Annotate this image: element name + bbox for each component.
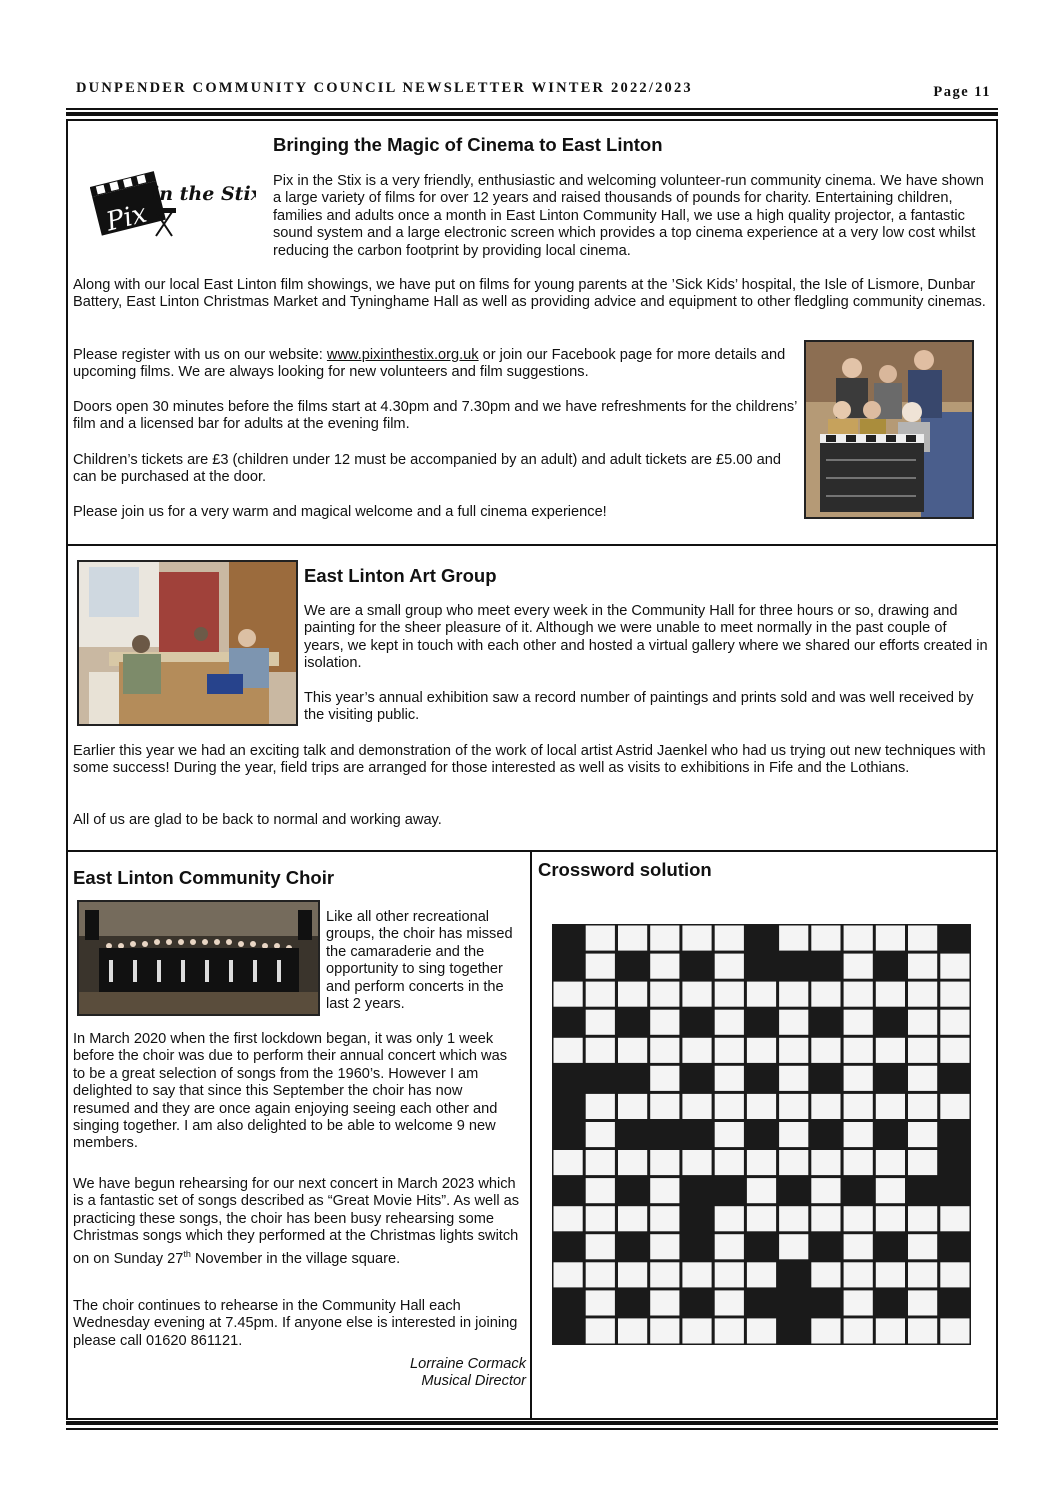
choir-para-3-sup: th (183, 1248, 191, 1259)
crossword-cell (586, 1038, 615, 1063)
crossword-cell (747, 1150, 776, 1175)
pix-logo (90, 168, 256, 240)
crossword-cell (908, 954, 937, 979)
crossword-cell (779, 1206, 808, 1231)
crossword-cell (876, 926, 905, 951)
crossword-cell (586, 1094, 615, 1119)
crossword-cell (715, 1122, 744, 1147)
crossword-cell (586, 1234, 615, 1259)
crossword-cell (618, 1094, 647, 1119)
crossword-cell (715, 1318, 744, 1343)
crossword-cell (876, 1038, 905, 1063)
crossword-cell (876, 1206, 905, 1231)
cinema-para-2: Along with our local East Linton film showings, we have put on films for young parents at the ’Sick Kids’ hospital, the Isle of Lismore, Dunbar Battery, East Linton Christmas Market and Tyninghame Hall as well as providing advice and equipment to other fledgling community cinemas. (73, 277, 986, 311)
crossword-cell (586, 1318, 615, 1343)
art-group-para-1: We are a small group who meet every week in the Community Hall for three hours or so, drawing and painting for the sheer pleasure of it. Although we were unable to meet normally in the past couple of years, we kept in touch with each other and hosted a virtual gallery where we shared our efforts created in isolation. (304, 603, 988, 672)
choir-signature (300, 1356, 526, 1391)
choir-para-3-text-end: November in the village square. (190, 1250, 401, 1267)
crossword-cell (844, 1206, 873, 1231)
crossword-cell (908, 1038, 937, 1063)
crossword-cell (682, 1094, 711, 1119)
crossword-cell (844, 926, 873, 951)
crossword-cell (908, 926, 937, 951)
newsletter-title: DUNPENDER COMMUNITY COUNCIL NEWSLETTER WINTER 2022/2023 (76, 80, 693, 96)
art-group-heading: East Linton Art Group (304, 565, 497, 586)
choir-heading: East Linton Community Choir (73, 867, 335, 888)
crossword-cell (618, 1206, 647, 1231)
crossword-cell (650, 926, 679, 951)
crossword-cell (940, 982, 969, 1007)
crossword-cell (876, 1150, 905, 1175)
crossword-cell (940, 1318, 969, 1343)
crossword-cell (586, 1150, 615, 1175)
crossword-cell (811, 1094, 840, 1119)
art-group-photo (77, 560, 298, 726)
pix-website-link[interactable]: www.pixinthestix.org.uk (326, 347, 479, 363)
crossword-cell (779, 1234, 808, 1259)
cinema-para-6: Please join us for a very warm and magical welcome and a full cinema experience! (73, 504, 607, 520)
crossword-cell (715, 1038, 744, 1063)
page-number: Page 11 (933, 84, 991, 100)
cinema-para-3 (73, 347, 801, 382)
crossword-cell (876, 982, 905, 1007)
crossword-cell (844, 1122, 873, 1147)
crossword-cell (908, 1122, 937, 1147)
crossword-cell (682, 1150, 711, 1175)
crossword-cell (715, 1290, 744, 1315)
crossword-heading: Crossword solution (538, 859, 712, 880)
crossword-cell (586, 1010, 615, 1035)
crossword-cell (650, 1150, 679, 1175)
cinema-heading: Bringing the Magic of Cinema to East Linton (273, 134, 663, 155)
header-rule-bottom (66, 112, 998, 116)
signature-name: Lorraine Cormack (410, 1356, 526, 1372)
crossword-cell (844, 1318, 873, 1343)
crossword-cell (618, 1150, 647, 1175)
crossword-cell (779, 1066, 808, 1091)
crossword-cell (940, 1010, 969, 1035)
logo-text-small: in the Stix (152, 183, 256, 205)
footer-rule-top (66, 1421, 998, 1425)
crossword-cell (779, 1038, 808, 1063)
crossword-cell (747, 1206, 776, 1231)
crossword-cell (908, 1290, 937, 1315)
crossword-cell (747, 1262, 776, 1287)
crossword-cell (618, 926, 647, 951)
crossword-cell (844, 1290, 873, 1315)
choir-photo (77, 900, 320, 1016)
crossword-cell (650, 1318, 679, 1343)
crossword-cell (908, 1066, 937, 1091)
crossword-cell (618, 982, 647, 1007)
crossword-cell (650, 1038, 679, 1063)
cinema-para-3-text-end: or join our Facebook page for more details and upcoming films. We are always looking for new volunteers and film suggestions. (73, 347, 786, 381)
choir-para-1: Like all other recreational groups, the choir has missed the camaraderie and the opportunity to sing together and perform concerts in the last 2 years. (326, 909, 513, 1013)
crossword-cell (715, 1234, 744, 1259)
crossword-cell (908, 1206, 937, 1231)
crossword-cell (747, 1094, 776, 1119)
crossword-cell (876, 1262, 905, 1287)
crossword-cell (811, 926, 840, 951)
crossword-cell (908, 1318, 937, 1343)
crossword-cell (682, 982, 711, 1007)
choir-para-4: The choir continues to rehearse in the Community Hall each Wednesday evening at 7.45pm. If anyone else is interested in joining please call 01620 861121. (73, 1298, 518, 1349)
crossword-cell (779, 1094, 808, 1119)
crossword-grid (552, 924, 971, 1345)
crossword-cell (811, 982, 840, 1007)
header-rule-top (66, 108, 998, 110)
crossword-cell (779, 1122, 808, 1147)
art-group-para-3: Earlier this year we had an exciting talk and demonstration of the work of local artist Astrid Jaenkel who had us trying out new techniques with some success! During the year, field trips are arranged for those interested as well as visits to exhibitions in Fife and the Lothians. (73, 743, 986, 777)
crossword-cell (844, 982, 873, 1007)
art-group-para-4: All of us are glad to be back to normal and working away. (73, 812, 442, 828)
choir-para-3 (73, 1176, 523, 1268)
crossword-cell (715, 954, 744, 979)
crossword-cell (747, 982, 776, 1007)
crossword-cell (811, 1318, 840, 1343)
crossword-cell (650, 1206, 679, 1231)
crossword-cell (844, 1150, 873, 1175)
crossword-cell (715, 1150, 744, 1175)
crossword-cell (715, 1010, 744, 1035)
crossword-cell (940, 1262, 969, 1287)
crossword-cell (554, 1206, 583, 1231)
crossword-cell (811, 1178, 840, 1203)
crossword-cell (618, 1318, 647, 1343)
crossword-cell (618, 1038, 647, 1063)
crossword-cell (554, 1150, 583, 1175)
crossword-cell (682, 1262, 711, 1287)
crossword-cell (844, 1262, 873, 1287)
crossword-cell (844, 1066, 873, 1091)
crossword-cell (747, 1038, 776, 1063)
crossword-cell (908, 1094, 937, 1119)
crossword-cell (844, 1234, 873, 1259)
crossword-cell (747, 1318, 776, 1343)
crossword-cell (618, 1262, 647, 1287)
crossword-cell (650, 954, 679, 979)
cinema-para-3-text: Please register with us on our website: (73, 347, 327, 363)
crossword-cell (682, 926, 711, 951)
cinema-para-5: Children’s tickets are £3 (children under 12 must be accompanied by an adult) and adult tickets are £5.00 and can be purchased at the door. (73, 452, 781, 486)
crossword-cell (811, 1150, 840, 1175)
cinema-para-4: Doors open 30 minutes before the films start at 4.30pm and 7.30pm and we have refreshments for the childrens’ film and a licensed bar for adults at the evening film. (73, 399, 797, 433)
crossword-cell (779, 982, 808, 1007)
crossword-cell (650, 1094, 679, 1119)
crossword-cell (715, 1206, 744, 1231)
crossword-cell (650, 1010, 679, 1035)
art-group-para-2: This year’s annual exhibition saw a record number of paintings and prints sold and was well received by the visiting public. (304, 690, 974, 724)
crossword-cell (811, 1206, 840, 1231)
crossword-cell (908, 1234, 937, 1259)
crossword-cell (811, 1262, 840, 1287)
crossword-cell (682, 1318, 711, 1343)
crossword-cell (554, 982, 583, 1007)
crossword-cell (940, 1094, 969, 1119)
crossword-cell (586, 954, 615, 979)
crossword-cell (908, 1010, 937, 1035)
crossword-cell (650, 1234, 679, 1259)
crossword-cell (586, 1122, 615, 1147)
crossword-cell (876, 1178, 905, 1203)
crossword-cell (586, 926, 615, 951)
crossword-cell (586, 1290, 615, 1315)
cinema-volunteers-photo (804, 340, 974, 519)
crossword-cell (779, 1150, 808, 1175)
crossword-cell (586, 1206, 615, 1231)
crossword-cell (715, 1066, 744, 1091)
crossword-cell (554, 1262, 583, 1287)
crossword-cell (876, 1318, 905, 1343)
crossword-cell (650, 1262, 679, 1287)
crossword-cell (908, 982, 937, 1007)
choir-para-3-text: We have begun rehearsing for our next concert in March 2023 which is a fantastic set of songs described as “Great Movie Hits”. As well as practicing these songs, the choir has been busy rehearsing some Christmas songs which they performed at the Christmas lights switch on on Sunday 27 (73, 1176, 520, 1267)
crossword-cell (779, 1010, 808, 1035)
crossword-cell (876, 1094, 905, 1119)
crossword-cell (715, 982, 744, 1007)
crossword-cell (715, 926, 744, 951)
crossword-cell (650, 1066, 679, 1091)
logo-text-big: Pix (103, 198, 150, 238)
crossword-cell (940, 1206, 969, 1231)
crossword-cell (908, 1150, 937, 1175)
crossword-cell (650, 1290, 679, 1315)
crossword-cell (715, 1094, 744, 1119)
signature-role: Musical Director (421, 1373, 526, 1390)
crossword-cell (586, 1262, 615, 1287)
crossword-cell (844, 1010, 873, 1035)
crossword-cell (844, 954, 873, 979)
crossword-cell (811, 1038, 840, 1063)
crossword-cell (940, 954, 969, 979)
footer-rule-bottom (66, 1428, 998, 1430)
crossword-cell (554, 1038, 583, 1063)
crossword-cell (844, 1038, 873, 1063)
crossword-cell (682, 1038, 711, 1063)
crossword-cell (715, 1262, 744, 1287)
crossword-cell (908, 1262, 937, 1287)
crossword-cell (747, 1178, 776, 1203)
crossword-cell (586, 1178, 615, 1203)
crossword-cell (586, 982, 615, 1007)
crossword-cell (650, 1178, 679, 1203)
choir-para-2: In March 2020 when the first lockdown began, it was only 1 week before the choir was due to perform their annual concert which was to be a great selection of songs from the 1960’s. However I am delighted to say that since this September the choir has now resumed and they are once again enjoying seeing each other and singing together. I am also delighted to be able to welcome 9 new members. (73, 1031, 507, 1152)
crossword-cell (650, 982, 679, 1007)
crossword-cell (844, 1094, 873, 1119)
crossword-cell (779, 926, 808, 951)
crossword-cell (940, 1038, 969, 1063)
cinema-intro: Pix in the Stix is a very friendly, enthusiastic and welcoming volunteer-run community cinema. We have shown a large variety of films for over 12 years and raised thousands of pounds for charity. Entertaining children, families and adults once a month in East Linton Community Hall, we use a high quality projector, a fantastic sound system and a large electronic screen which provides a top cinema experience at a very low cost whilst reducing the carbon footprint by providing local cinema. (273, 173, 984, 259)
